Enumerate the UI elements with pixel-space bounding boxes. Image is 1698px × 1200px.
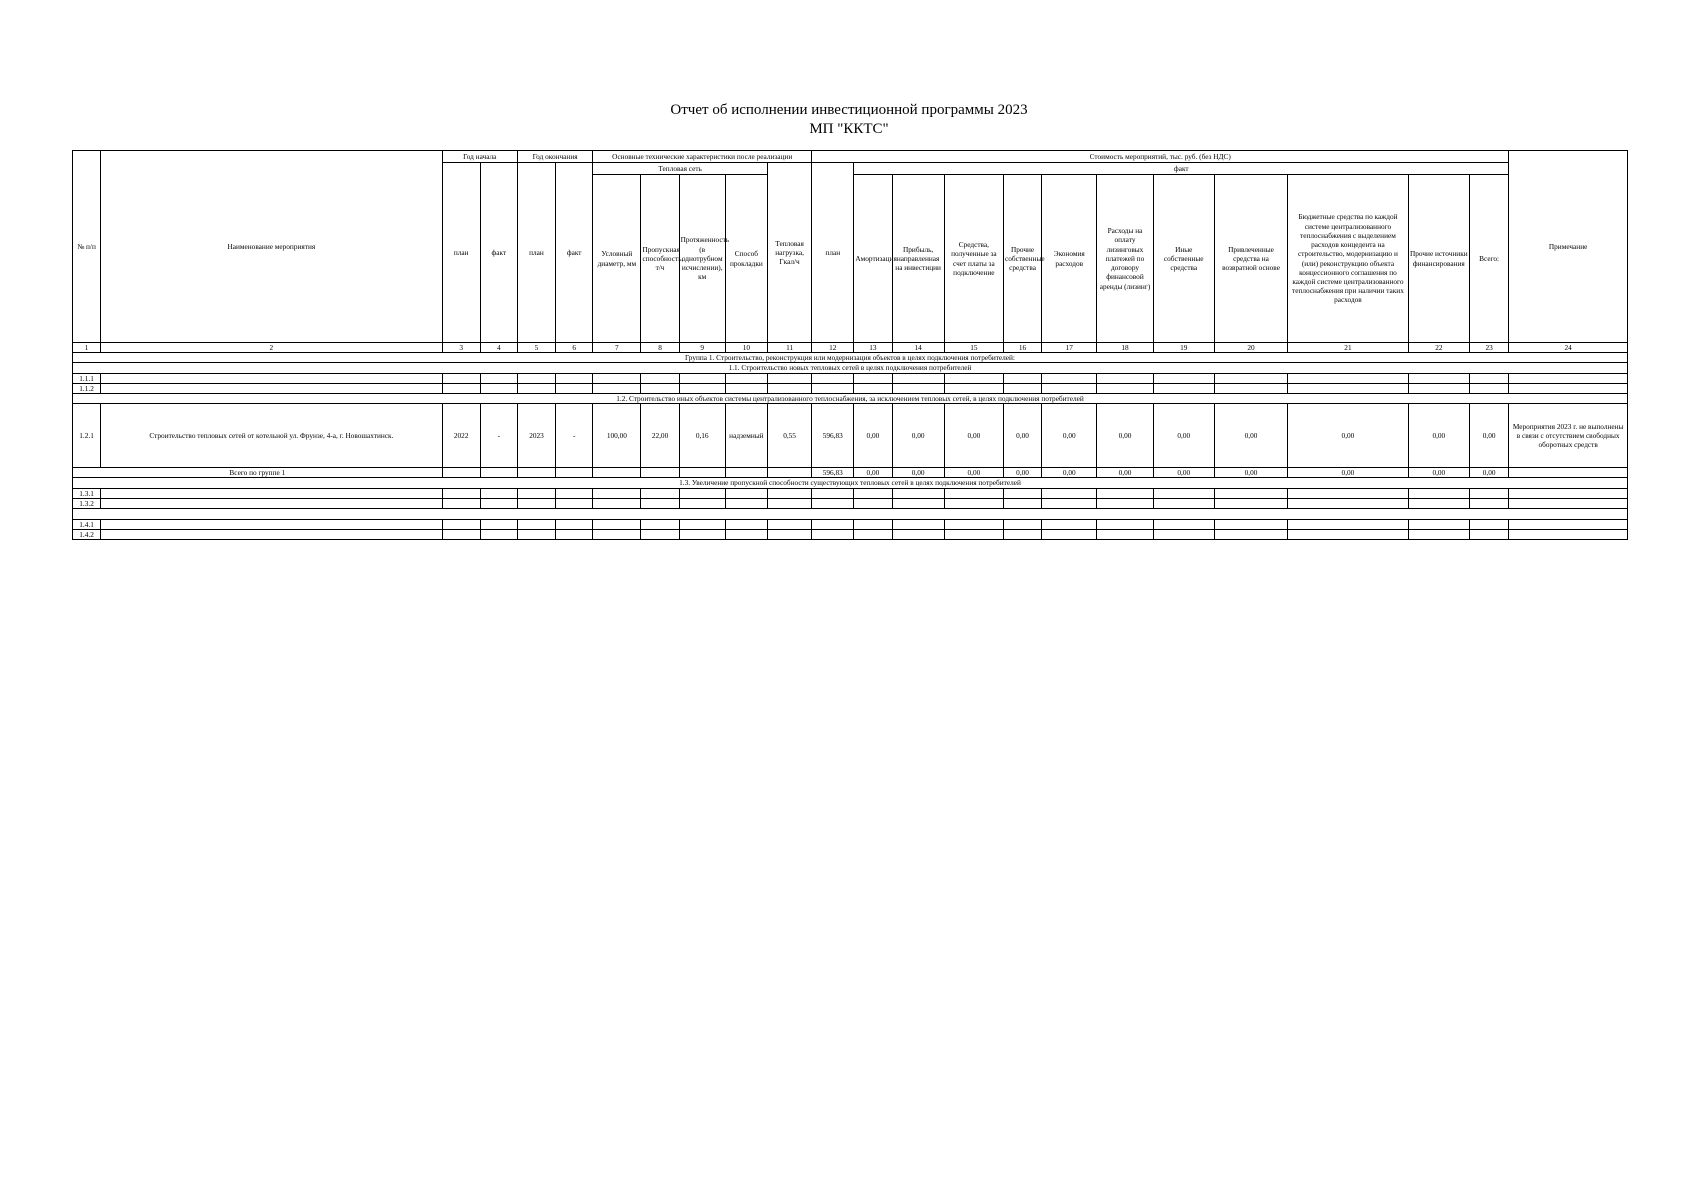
other-own-funds-header: Прочие собственные средства (1003, 175, 1041, 343)
total-all: 0,00 (1469, 468, 1508, 478)
leasing-header: Расходы на оплату лизинговых платежей по договору финансовой аренды (лизинг) (1097, 175, 1153, 343)
total-value: 0,00 (1469, 404, 1508, 468)
report-title (0, 101, 1698, 139)
col-number: 23 (1469, 343, 1508, 353)
table-row (73, 373, 1628, 383)
cost-plan-header: план (812, 163, 854, 343)
col-num-header: № п/п (73, 151, 101, 343)
col-number: 5 (517, 343, 555, 353)
col-number: 4 (480, 343, 517, 353)
throughput-header: Пропускная способность, т/ч (641, 175, 679, 343)
leasing-value: 0,00 (1097, 404, 1153, 468)
year-end-plan-header: план (517, 163, 555, 343)
profit-value: 0,00 (892, 404, 944, 468)
throughput-value: 22,00 (641, 404, 679, 468)
heat-network-header: Тепловая сеть (593, 163, 768, 175)
col-number: 1 (73, 343, 101, 353)
col-number: 12 (812, 343, 854, 353)
note-value: Мероприятия 2023 г. не выполнены в связи с отсутствием свободных оборотных средств (1509, 404, 1628, 468)
cost-savings-value: 0,00 (1042, 404, 1097, 468)
group-1-title: Группа 1. Строительство, реконструкция или модернизация объектов в целях подключения потребителей: (73, 353, 1628, 363)
total-profit: 0,00 (892, 468, 944, 478)
section-row (73, 394, 1628, 404)
length-header: Протяженность (в однотрубном исчислении), км (679, 175, 725, 343)
year-end-fact-header: факт (556, 163, 593, 343)
row-number: 1.4.1 (73, 520, 101, 530)
total-header: Всего: (1469, 175, 1508, 343)
table-row (73, 498, 1628, 508)
year-start-fact-header: факт (480, 163, 517, 343)
row-number: 1.4.2 (73, 530, 101, 540)
col-number: 9 (679, 343, 725, 353)
row-number: 1.1.1 (73, 373, 101, 383)
col-number: 3 (442, 343, 480, 353)
total-connection-fee: 0,00 (944, 468, 1003, 478)
year-start-plan: 2022 (442, 404, 480, 468)
col-number: 14 (892, 343, 944, 353)
section-row (73, 363, 1628, 373)
col-number: 20 (1214, 343, 1287, 353)
diameter-value: 100,00 (593, 404, 641, 468)
col-number: 13 (854, 343, 892, 353)
total-other-own: 0,00 (1153, 468, 1214, 478)
table-row (73, 530, 1628, 540)
col-number: 16 (1003, 343, 1041, 353)
other-own-header: Иные собственные средства (1153, 175, 1214, 343)
col-number: 10 (725, 343, 767, 353)
year-end-plan: 2023 (517, 404, 555, 468)
other-own-value: 0,00 (1153, 404, 1214, 468)
row-number: 1.3.2 (73, 498, 101, 508)
activity-name: Строительство тепловых сетей от котельной ул. Фрунзе, 4-а, г. Новошахтинск. (101, 404, 442, 468)
section-1-2-title: 1.2. Строительство иных объектов системы централизованного теплоснабжения, за исключением тепловых сетей, в целях подключения потребителей (73, 394, 1628, 404)
heat-load-header: Тепловая нагрузка, Гкал/ч (767, 163, 811, 343)
col-number: 8 (641, 343, 679, 353)
tech-characteristics-header: Основные технические характеристики после реализации (593, 151, 812, 163)
col-number: 11 (767, 343, 811, 353)
section-row (73, 478, 1628, 488)
investment-report-table (72, 150, 1628, 540)
year-end-header: Год окончания (517, 151, 592, 163)
connection-fee-header: Средства, полученные за счет платы за подключение (944, 175, 1003, 343)
table-row (73, 488, 1628, 498)
year-end-fact: - (556, 404, 593, 468)
heat-load-value: 0,55 (767, 404, 811, 468)
budget-funds-header: Бюджетные средства по каждой системе централизованного теплоснабжения с выделением расходов концедента на строительство, модернизацию и (или) реконструкцию объекта концессионного соглашения по каждой системе централизованного теплоснабжения при наличии таких расходов (1288, 175, 1409, 343)
col-number: 22 (1408, 343, 1469, 353)
total-budget-funds: 0,00 (1288, 468, 1409, 478)
amortization-header: Амортизация (854, 175, 892, 343)
col-number: 17 (1042, 343, 1097, 353)
connection-fee-value: 0,00 (944, 404, 1003, 468)
cost-plan-value: 596,83 (812, 404, 854, 468)
blank-row (73, 509, 1628, 520)
amortization-value: 0,00 (854, 404, 892, 468)
total-other-sources: 0,00 (1408, 468, 1469, 478)
borrowed-funds-value: 0,00 (1214, 404, 1287, 468)
total-cost-plan: 596,83 (812, 468, 854, 478)
total-leasing: 0,00 (1097, 468, 1153, 478)
year-start-fact: - (480, 404, 517, 468)
col-number: 6 (556, 343, 593, 353)
cost-savings-header: Экономия расходов (1042, 175, 1097, 343)
diameter-header: Условный диаметр, мм (593, 175, 641, 343)
col-number: 19 (1153, 343, 1214, 353)
other-sources-value: 0,00 (1408, 404, 1469, 468)
other-sources-header: Прочие источники финансирования (1408, 175, 1469, 343)
cost-header: Стоимость мероприятий, тыс. руб. (без НДС) (812, 151, 1509, 163)
col-number: 18 (1097, 343, 1153, 353)
profit-header: Прибыль, направленная на инвестиции (892, 175, 944, 343)
group-row (73, 353, 1628, 363)
col-number: 21 (1288, 343, 1409, 353)
col-number: 2 (101, 343, 442, 353)
col-number: 15 (944, 343, 1003, 353)
year-start-plan-header: план (442, 163, 480, 343)
col-number: 24 (1509, 343, 1628, 353)
year-start-header: Год начала (442, 151, 517, 163)
table-row (73, 520, 1628, 530)
header-row-1 (73, 151, 1628, 163)
budget-funds-value: 0,00 (1288, 404, 1409, 468)
length-value: 0,16 (679, 404, 725, 468)
note-header: Примечание (1509, 151, 1628, 343)
total-label: Всего по группе 1 (73, 468, 443, 478)
table-row (73, 404, 1628, 468)
total-borrowed-funds: 0,00 (1214, 468, 1287, 478)
other-own-funds-value: 0,00 (1003, 404, 1041, 468)
col-name-header: Наименование мероприятия (101, 151, 442, 343)
title-line-1: Отчет об исполнении инвестиционной программы 2023 (670, 102, 1028, 118)
row-number: 1.1.2 (73, 383, 101, 393)
col-number: 7 (593, 343, 641, 353)
total-row (73, 468, 1628, 478)
total-cost-savings: 0,00 (1042, 468, 1097, 478)
laying-method-value: надземный (725, 404, 767, 468)
total-amortization: 0,00 (854, 468, 892, 478)
table-row (73, 383, 1628, 393)
laying-method-header: Способ прокладки (725, 175, 767, 343)
row-number: 1.2.1 (73, 404, 101, 468)
total-other-own-funds: 0,00 (1003, 468, 1041, 478)
borrowed-funds-header: Привлеченные средства на возвратной основе (1214, 175, 1287, 343)
section-1-3-title: 1.3. Увеличение пропускной способности существующих тепловых сетей в целях подключения потребителей (73, 478, 1628, 488)
column-number-row (73, 343, 1628, 353)
cost-fact-header: факт (854, 163, 1509, 175)
row-number: 1.3.1 (73, 488, 101, 498)
section-1-1-title: 1.1. Строительство новых тепловых сетей в целях подключения потребителей (73, 363, 1628, 373)
title-line-2: МП "ККТС" (809, 121, 889, 137)
